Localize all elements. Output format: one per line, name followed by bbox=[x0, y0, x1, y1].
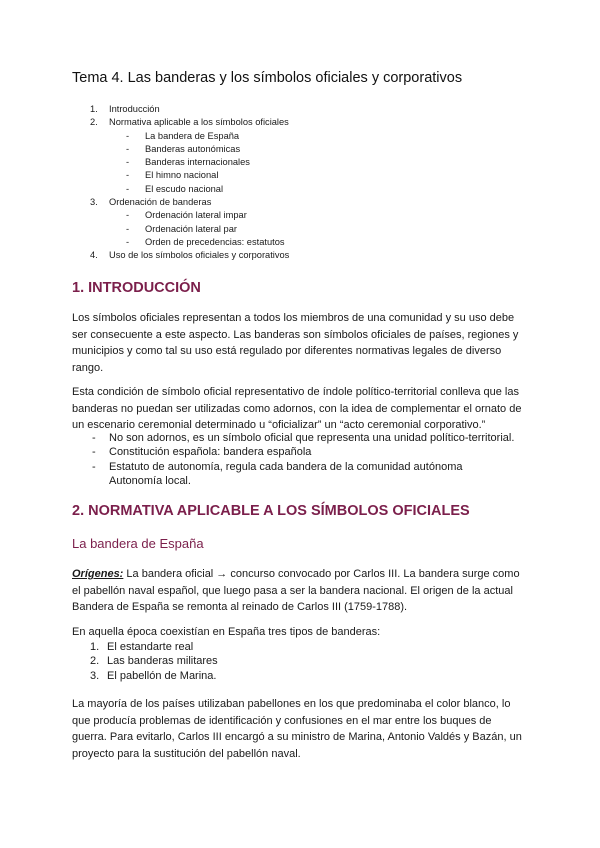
origins-label: Orígenes: bbox=[72, 568, 124, 580]
list-item-text: Estatuto de autonomía, regula cada bandera de la comunidad autónoma bbox=[109, 460, 463, 473]
text-line: proyecto para la sustitución del pabellón naval. bbox=[72, 747, 301, 760]
text-line: municipios y como tal su uso está regulado por diferentes normativas legales de diverso bbox=[72, 345, 502, 358]
toc-number: 1. bbox=[90, 104, 98, 114]
list-item-text: Constitución española: bandera española bbox=[109, 446, 312, 459]
text-line: En aquella época coexistían en España tres tipos de banderas: bbox=[72, 626, 381, 638]
epoch-paragraph bbox=[72, 624, 532, 641]
toc-dash: - bbox=[126, 170, 130, 181]
toc-dash: - bbox=[126, 210, 130, 221]
text-line: Esta condición de símbolo oficial representativo de índole político-territorial conlleva que las bbox=[72, 386, 519, 398]
section-heading-normativa: 2. NORMATIVA APLICABLE A LOS SÍMBOLOS OFICIALES bbox=[72, 503, 470, 519]
toc-dash: - bbox=[126, 143, 130, 154]
text-line: ser consecuente a este aspecto. Las banderas son símbolos oficiales de países, regiones y bbox=[72, 328, 519, 341]
toc-label: Introducción bbox=[109, 104, 160, 114]
toc-dash: - bbox=[126, 157, 130, 168]
list-item-text: No son adornos, es un símbolo oficial que representa una unidad político-territorial. bbox=[109, 432, 515, 444]
text-line: Los símbolos oficiales representan a todos los miembros de una comunidad y su uso debe bbox=[72, 312, 515, 324]
toc-number: 2. bbox=[90, 117, 98, 128]
toc-label: La bandera de España bbox=[145, 130, 240, 141]
subsection-heading-bandera-espana: La bandera de España bbox=[72, 536, 204, 551]
toc-label: Orden de precedencias: estatutos bbox=[145, 236, 285, 247]
bullet-dash: - bbox=[92, 432, 96, 444]
origins-paragraph bbox=[72, 566, 532, 616]
list-item-text: Autonomía local. bbox=[109, 474, 191, 487]
toc-dash: - bbox=[126, 130, 130, 141]
toc-label: Banderas autonómicas bbox=[145, 143, 241, 154]
toc-label: Ordenación lateral impar bbox=[145, 210, 247, 221]
text-line: el pabellón naval español, que luego pasa a ser la bandera nacional. El origen de la actual bbox=[72, 584, 513, 597]
toc-label: El himno nacional bbox=[145, 170, 219, 181]
text-line: rango. bbox=[72, 361, 104, 374]
list-item-text: Las banderas militares bbox=[107, 655, 218, 668]
list-number: 3. bbox=[90, 669, 100, 682]
list-item-text: El pabellón de Marina. bbox=[107, 669, 217, 682]
intro-paragraph-1 bbox=[72, 310, 532, 376]
list-number: 1. bbox=[90, 641, 100, 653]
toc-label: Uso de los símbolos oficiales y corporativos bbox=[109, 250, 290, 261]
toc-label: Ordenación de banderas bbox=[109, 197, 212, 208]
text-line: La mayoría de los países utilizaban pabellones en los que predominaba el color blanco, lo bbox=[72, 698, 511, 710]
toc-label: El escudo nacional bbox=[145, 183, 224, 194]
text-line: banderas no puedan ser utilizadas como adornos, con la idea de complementar el ornato de bbox=[72, 402, 522, 415]
list-number: 2. bbox=[90, 655, 100, 668]
toc-label: Banderas internacionales bbox=[145, 157, 250, 168]
toc-number: 3. bbox=[90, 197, 98, 208]
text-fragment: La bandera oficial → concurso convocado por Carlos III. La bandera surge como bbox=[123, 568, 520, 580]
bullet-dash: - bbox=[92, 446, 96, 459]
bullet-dash: - bbox=[92, 460, 96, 473]
text-line: guerra. Para evitarlo, Carlos III encargó a su ministro de Marina, Antonio Valdés y Bazán, un bbox=[72, 731, 522, 744]
toc-dash: - bbox=[126, 236, 130, 247]
text-line bbox=[72, 566, 532, 583]
toc-dash: - bbox=[126, 223, 130, 234]
list-item-text: El estandarte real bbox=[107, 641, 194, 653]
closing-paragraph bbox=[72, 696, 532, 762]
intro-paragraph-2 bbox=[72, 384, 532, 434]
document-title: Tema 4. Las banderas y los símbolos oficiales y corporativos bbox=[72, 70, 463, 86]
toc-label: Normativa aplicable a los símbolos oficiales bbox=[109, 117, 289, 128]
text-line: que producía problemas de identificación y confusiones en el mar entre los buques de bbox=[72, 714, 492, 727]
toc-label: Ordenación lateral par bbox=[145, 223, 237, 234]
text-line: Bandera de España se remonta al reinado de Carlos III (1759-1788). bbox=[72, 601, 408, 614]
section-heading-introduction: 1. INTRODUCCIÓN bbox=[72, 280, 201, 296]
toc-dash: - bbox=[126, 183, 130, 194]
text-line: un escenario ceremonial determinado u “oficializar” un “acto ceremonial corporativo.” bbox=[72, 419, 486, 432]
toc-number: 4. bbox=[90, 250, 98, 261]
